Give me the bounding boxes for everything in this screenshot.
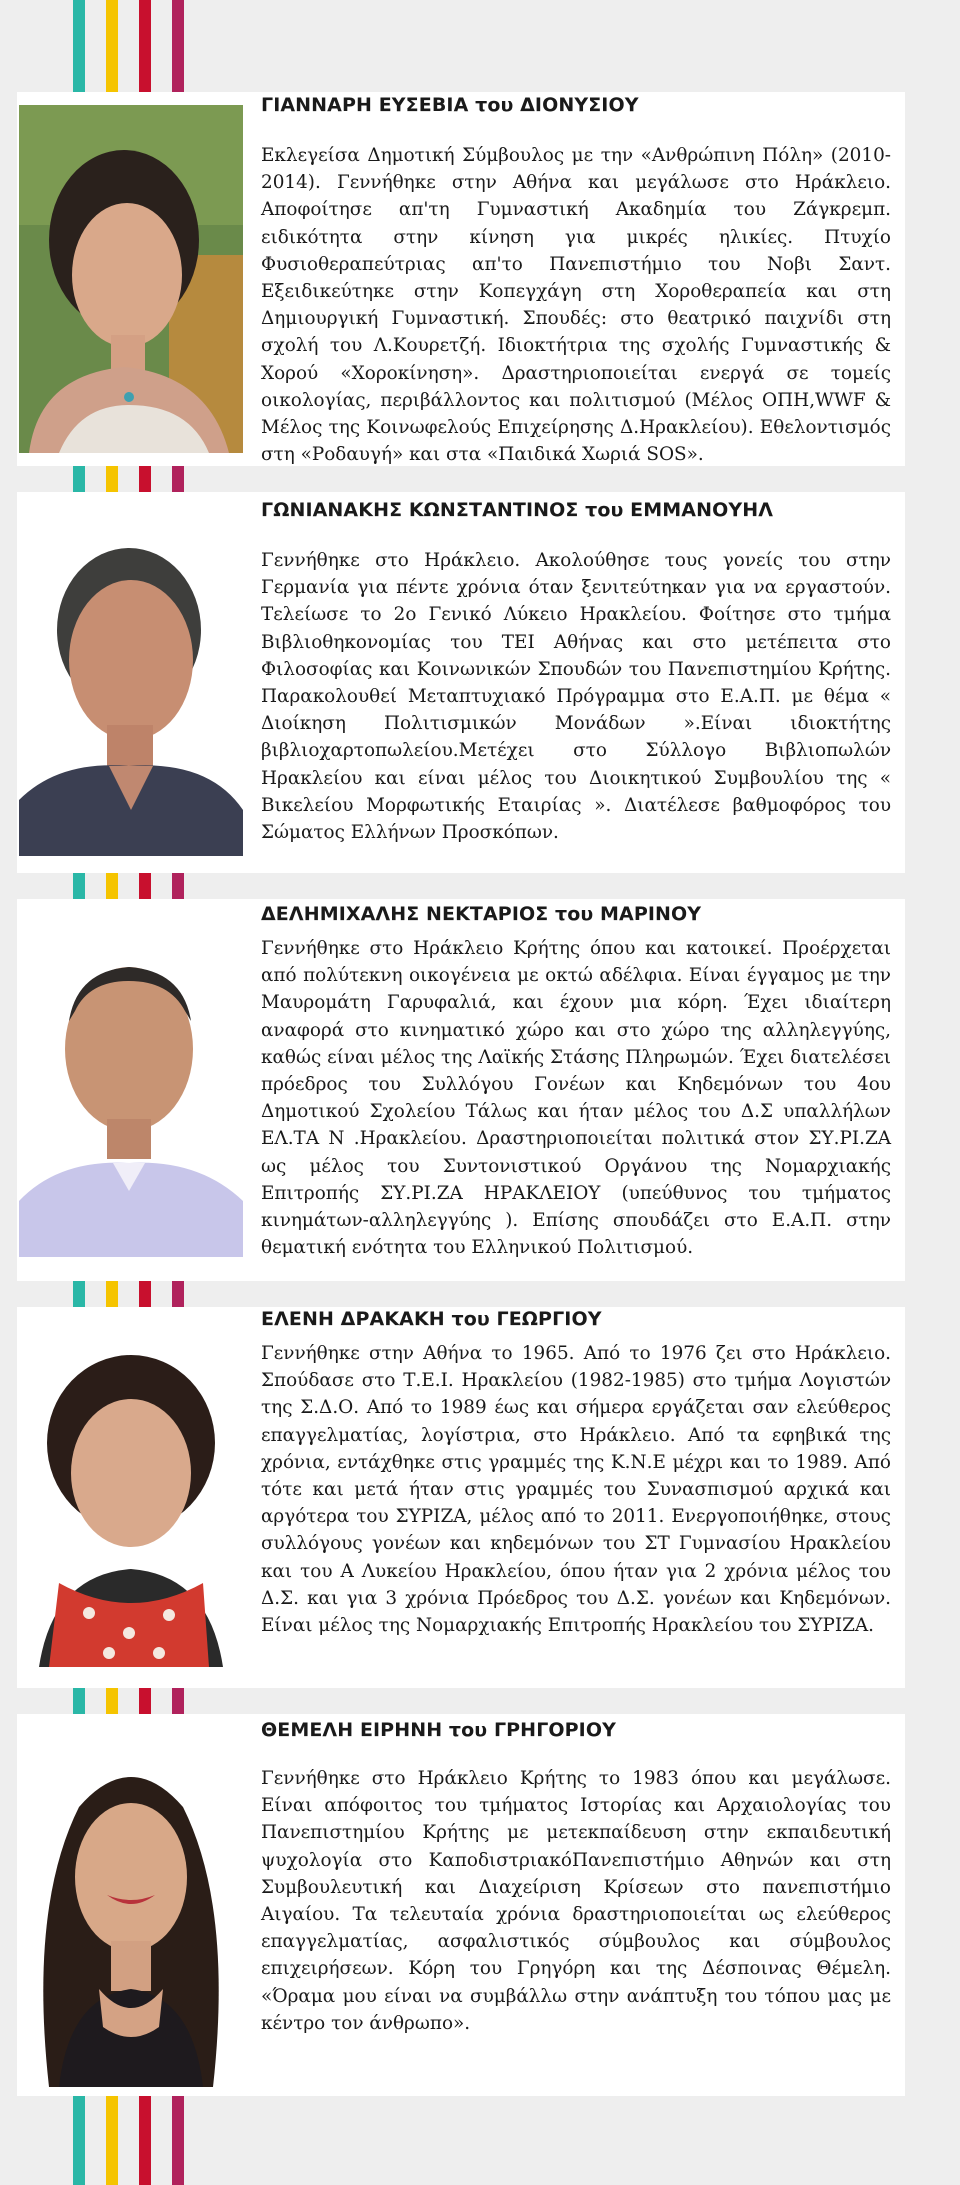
stripe-yellow <box>106 873 118 899</box>
candidate-name: ΓΩΝΙΑΝΑΚΗΣ ΚΩΝΣΤΑΝΤΙΝΟΣ του ΕΜΜΑΝΟΥΗΛ <box>261 499 773 521</box>
candidate-bio: Γεννήθηκε στο Ηράκλειο Κρήτης όπου και κατοικεί. Προέρχεται από πολύτεκνη οικογένεια με οκτώ αδέλφια. Είναι έγγαμος με την Μαυρομάτη Γαρυφαλιά, και έχουν μια κόρη. Έχει ιδιαίτερη αναφορά στο κινηματικό χώρο και στο χώρο της αλληλεγγύης, καθώς είναι μέλος της Λαϊκής Στάσης Πληρωμών. Έχει διατελέσει πρόεδρος του Συλλόγου Γονέων και Κηδεμόνων του 4ου Δημοτικού Σχολείου Τάλως και ήταν μέλος του Δ.Σ υπαλλήλων ΕΛ.ΤΑ Ν .Ηρακλείου. Δραστηριοποιείται πολιτικά στον ΣΥ.ΡΙ.ΖΑ ως μέλος του Συντονιστικού Οργάνου της Νομαρχιακής Επιτροπής ΣΥ.ΡΙ.ΖΑ ΗΡΑΚΛΕΙΟΥ (υπεύθυνος του τμήματος κινημάτων-αλληλεγγύης ). Επίσης σπουδάζει στο Ε.Α.Π. στην θεματική ενότητα του Ελληνικού Πολιτισμού. <box>261 938 891 1259</box>
stripe-red <box>139 1688 151 1714</box>
stripe-magenta <box>172 466 184 492</box>
stripe-teal <box>73 466 85 492</box>
stripe-magenta <box>172 873 184 899</box>
candidate-photo <box>19 510 243 856</box>
stripe-magenta <box>172 1688 184 1714</box>
stripe-magenta <box>172 0 184 92</box>
portrait-man-grey-hair-image <box>19 510 243 856</box>
portrait-woman-long-dark-hair-image <box>19 1727 243 2087</box>
candidate-card <box>17 899 905 1281</box>
stripe-teal <box>73 1688 85 1714</box>
candidate-bio: Γεννήθηκε στην Αθήνα το 1965. Από το 1976 ζει στο Ηράκλειο. Σπούδασε στο Τ.Ε.Ι. Ηρακλείου (1982-1985) στο τμήμα Λογιστών της Σ.Δ.Ο. Από το 1989 έως και σήμερα εργάζεται σαν ελεύθερος επαγγελματίας, λογίστρια, στο Ηράκλειο. Από τα εφηβικά της χρόνια, εντάχθηκε στις γραμμές της Κ.Ν.Ε μέχρι και το 1989. Από τότε και μετά ήταν στις γραμμές του Συνασπισμού αρχικά και αργότερα του ΣΥΡΙΖΑ, μέλος από το 2011. Ενεργοποιήθηκε, στους συλλόγους γονέων και κηδεμόνων του ΣΤ Γυμνασίου Ηρακλείου και του Α Λυκείου Ηρακλείου, όπου ήταν για 2 χρόνια μέλος του Δ.Σ. και για 3 χρόνια Πρόεδρος του Δ.Σ. γονέων και Κηδεμόνων. Είναι μέλος της Νομαρχιακής Επιτροπής Ηρακλείου του ΣΥΡΙΖΑ. <box>261 1343 891 1637</box>
candidate-bio: Εκλεγείσα Δημοτική Σύμβουλος με την «Ανθρώπινη Πόλη» (2010-2014). Γεννήθηκε στην Αθήνα και μεγάλωσε στο Ηράκλειο. Αποφοίτησε απ'τη Γυμναστική Ακαδημία του Ζάγκρεμπ. ειδικότητα στην κίνηση για μικρές ηλικίες. Πτυχίο Φυσιοθεραπεύτριας απ'το Πανεπιστήμιο του Νοβι Σαντ. Εξειδικεύτηκε στην Κοπεγχάγη στη Χοροθεραπεία και στη Δημιουργική Γυμναστική. Σπουδές: στο θεατρικό παιχνίδι στη σχολή του Λ.Κουρετζή. Ιδιοκτήτρια της σχολής Γυμναστικής & Χορού «Χοροκίνηση». Δραστηριοποιείται ενεργά σε τομείς οικολογίας, περιβάλλοντος και πολιτισμού (Μέλος ΟΠΗ,WWF & Μέλος της Κοινωφελούς Επιχείρησης Δ.Ηρακλείου). Εθελοντισμός στη «Ροδαυγή» και στα «Παιδικά Χωριά SOS». <box>261 145 891 466</box>
candidate-bio: Γεννήθηκε στο Ηράκλειο Κρήτης το 1983 όπου και μεγάλωσε. Είναι απόφοιτος του τμήματος Ιστορίας και Αρχαιολογίας του Πανεπιστημίου Κρήτης με μετεκπαίδευση στην εκπαιδευτική ψυχολογία στο ΚαποδιστριακόΠανεπιστήμιο Αθηνών και στη Συμβουλευτική και Διαχείριση Κρίσεων στο πανεπιστήμιο Αιγαίου. Τα τελευταία χρόνια δραστηριοποιείται ως ελεύθερος επαγγελματίας, ασφαλιστικός σύμβουλος και σύμβουλος επιχειρήσεων. Κόρη του Γρηγόρη και της Δέσποινας Θέμελη. «Όραμα μου είναι να συμβάλλω στην ανάπτυξη του τόπου μας με κέντρο τον άνθρωπο». <box>261 1768 891 2034</box>
stripe-group-4 <box>73 1281 193 1307</box>
candidate-bio: Γεννήθηκε στο Ηράκλειο. Ακολούθησε τους γονείς του στην Γερμανία για πέντε χρόνια όταν ξενιτεύτηκαν για να εργαστούν. Τελείωσε το 2ο Γενικό Λύκειο Ηρακλείου. Φοίτησε στο τμήμα Βιβλιοθηκονομίας του ΤΕΙ Αθήνας και στο μετέπειτα στο Φιλοσοφίας και Κοινωνικών Σπουδών του Πανεπιστημίου Κρήτης. Παρακολουθεί Μεταπτυχιακό Πρόγραμμα στο Ε.Α.Π. με θέμα « Διοίκηση Πολιτισμικών Μονάδων ».Είναι ιδιοκτήτης βιβλιοχαρτοπωλείου.Μετέχει στο Σύλλογο Βιβλιοπωλών Ηρακλείου και είναι μέλος του Διοικητικού Συμβουλίου της « Βικελείου Μορφωτικής Εταιρίας ». Διατέλεσε βαθμοφόρος του Σώματος Ελλήνων Προσκόπων. <box>261 550 891 844</box>
stripe-group-bottom <box>73 2096 193 2185</box>
candidate-name: ΘΕΜΕΛΗ ΕΙΡΗΝΗ του ΓΡΗΓΟΡΙΟΥ <box>261 1719 616 1741</box>
stripe-red <box>139 466 151 492</box>
stripe-group-3 <box>73 873 193 899</box>
candidate-name: ΕΛΕΝΗ ΔΡΑΚΑΚΗ του ΓΕΩΡΓΙΟΥ <box>261 1308 602 1330</box>
candidate-name: ΓΙΑΝΝΑΡΗ ΕΥΣΕΒΙΑ του ΔΙΟΝΥΣΙΟΥ <box>261 94 639 116</box>
stripe-magenta <box>172 2096 184 2185</box>
stripe-group-5 <box>73 1688 193 1714</box>
stripe-teal <box>73 2096 85 2185</box>
portrait-woman-dark-hair-image <box>19 105 243 453</box>
candidate-card <box>17 492 905 873</box>
stripe-group-top <box>73 0 193 92</box>
stripe-group-2 <box>73 466 193 492</box>
candidate-photo <box>19 1727 243 2087</box>
candidate-card <box>17 92 905 466</box>
stripe-teal <box>73 0 85 92</box>
stripe-red <box>139 0 151 92</box>
stripe-yellow <box>106 1281 118 1307</box>
candidate-photo <box>19 931 243 1257</box>
stripe-yellow <box>106 2096 118 2185</box>
stripe-red <box>139 873 151 899</box>
candidate-card <box>17 1307 905 1688</box>
stripe-red <box>139 1281 151 1307</box>
stripe-red <box>139 2096 151 2185</box>
stripe-teal <box>73 873 85 899</box>
portrait-woman-short-hair-scarf-image <box>19 1323 243 1667</box>
candidate-photo <box>19 1323 243 1667</box>
stripe-yellow <box>106 0 118 92</box>
stripe-yellow <box>106 1688 118 1714</box>
stripe-teal <box>73 1281 85 1307</box>
candidate-card <box>17 1714 905 2096</box>
stripe-magenta <box>172 1281 184 1307</box>
stripe-yellow <box>106 466 118 492</box>
candidate-photo <box>19 105 243 453</box>
candidate-name: ΔΕΛΗΜΙΧΑΛΗΣ ΝΕΚΤΑΡΙΟΣ του ΜΑΡΙΝΟΥ <box>261 903 702 925</box>
portrait-man-bald-image <box>19 931 243 1257</box>
